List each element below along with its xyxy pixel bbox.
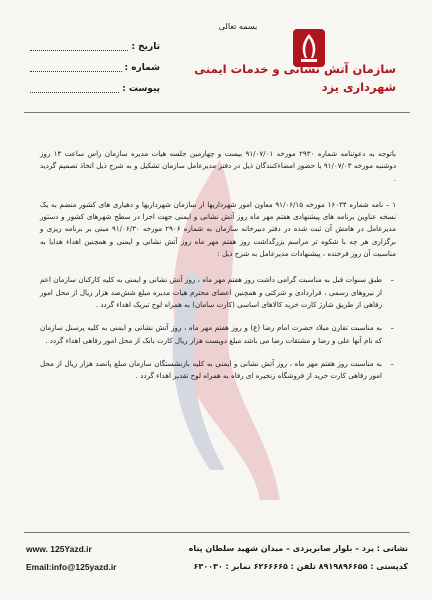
footer-phones: کدپستی : ۸۹۱۹۸۹۶۶۵۵ تلفن : ۶۲۶۶۶۶۵ نمابر : ۶۳۰۰۳۰ (193, 562, 408, 571)
bullet-item (40, 322, 396, 347)
bullet-dash: – (390, 358, 394, 368)
attachment-blank (30, 84, 119, 93)
date-row (30, 36, 160, 57)
bullet-dash: – (390, 275, 394, 285)
header-divider (24, 112, 410, 113)
intro-paragraph: باتوجه به دعوتنامه شماره ۲۹۳۰ مورخه ۹۱/۰۷/۰۱ بیست و چهارمین جلسه هیات مدیره سازمان راس ساعت ۱۴ روز دوشنبه مورخه ۹۱/۰۷/۰۳ با حضور امضاءکنندگان ذیل در دفتر مدیرعامل سازمان تشکیل و به شرح ذیل اتخاذ تصمیم گردید . (40, 149, 396, 183)
date-label: تاریخ : (131, 41, 160, 52)
bullet-2-text: به مناسبت تقارن میلاد حضرت امام رضا (ع) و روز هفتم مهر ماه ، روز آتش نشانی و ایمنی به کلیه پرسنل سازمان که نام آنها علی و رضا و مشتقات رضا می باشد مبلغ دویست هزار ریال کارت بانک از محل امور رفاهی اهداء گردد . (40, 323, 382, 345)
letter-meta (30, 36, 160, 99)
number-label: شماره : (124, 62, 160, 73)
footer-divider (24, 532, 410, 533)
attachment-row (30, 78, 160, 99)
footer-address: نشانی : یزد – بلوار صابریزدی – میدان شهید سلطان پناه (188, 544, 408, 553)
footer-contact (168, 540, 408, 576)
bullet-3-text: به مناسبت روز هفتم مهر ماه ، روز آتش نشانی و ایمنی به کلیه بازنشستگان سازمان مبلغ پانصد هزار ریال از محل امور رفاهی کارت خرید از فروشگاه زنجیره ای رفاه به همراه لوح تقدیر اهداء گردد . (40, 358, 382, 381)
organization-subtitle: شهرداری یزد (321, 80, 396, 94)
bismillah-heading: بسمه تعالی (218, 22, 258, 31)
footer-web (26, 540, 166, 576)
bullet-1-text: طبق سنوات قبل به مناسبت گرامی داشت روز هفتم مهر ماه ، روز آتش نشانی و ایمنی به کلیه کارکنان سازمان اعم از نیروهای رسمی ، قراردادی و شرکتی و همچنین اعضای محترم هیات مدیره مبلغ شش‌صد هزار ریال از محل امور رفاهی از طریق شارژ کارت خرید کالاهای اساسی (کارت سامان) به همراه لوح تبریک اهداء گردد . (40, 275, 382, 309)
bullet-item (40, 274, 396, 311)
item-1-paragraph: ۱ – نامه شماره ۱۶۰۳۴ مورخه ۹۱/۰۶/۱۵ معاون امور شهرداریها از سازمان شهرداریها و دهیاری های کشور منضم به یک نسخه عناوین برنامه های پیشنهادی هفتم مهر ماه روز آتش نشانی و ایمنی جهت اجرا در سطح شهرهای کشور و دستور مدیرعامل در هامش آن ثبت شده در دفتر دبیرخانه سازمان به شماره ۲۹۰۶ مورخه ۹۱/۰۶/۳۰ مبنی بر برنامه ریزی و برگزاری هر چه با شکوه تر مراسم بزرگداشت روز هفتم مهر ماه روز آتش نشانی و ایمنی و همچنین اهداء هدایا به مناسبت آن روز فرخنده ، پیشنهادات مدیرعامل به شرح ذیل : (40, 199, 396, 259)
letter-body (40, 148, 396, 393)
website-link[interactable]: www. 125Yazd.ir (26, 544, 92, 554)
attachment-label: پیوست : (122, 83, 160, 94)
organization-name: سازمان آتش نشانی و خدمات ایمنی (194, 62, 396, 76)
number-row (30, 57, 160, 78)
date-blank (30, 42, 128, 51)
number-blank (30, 63, 122, 72)
bullet-dash: – (390, 323, 394, 333)
bullet-item (40, 358, 396, 383)
email-link[interactable]: Email:info@125yazd.ir (26, 562, 117, 572)
